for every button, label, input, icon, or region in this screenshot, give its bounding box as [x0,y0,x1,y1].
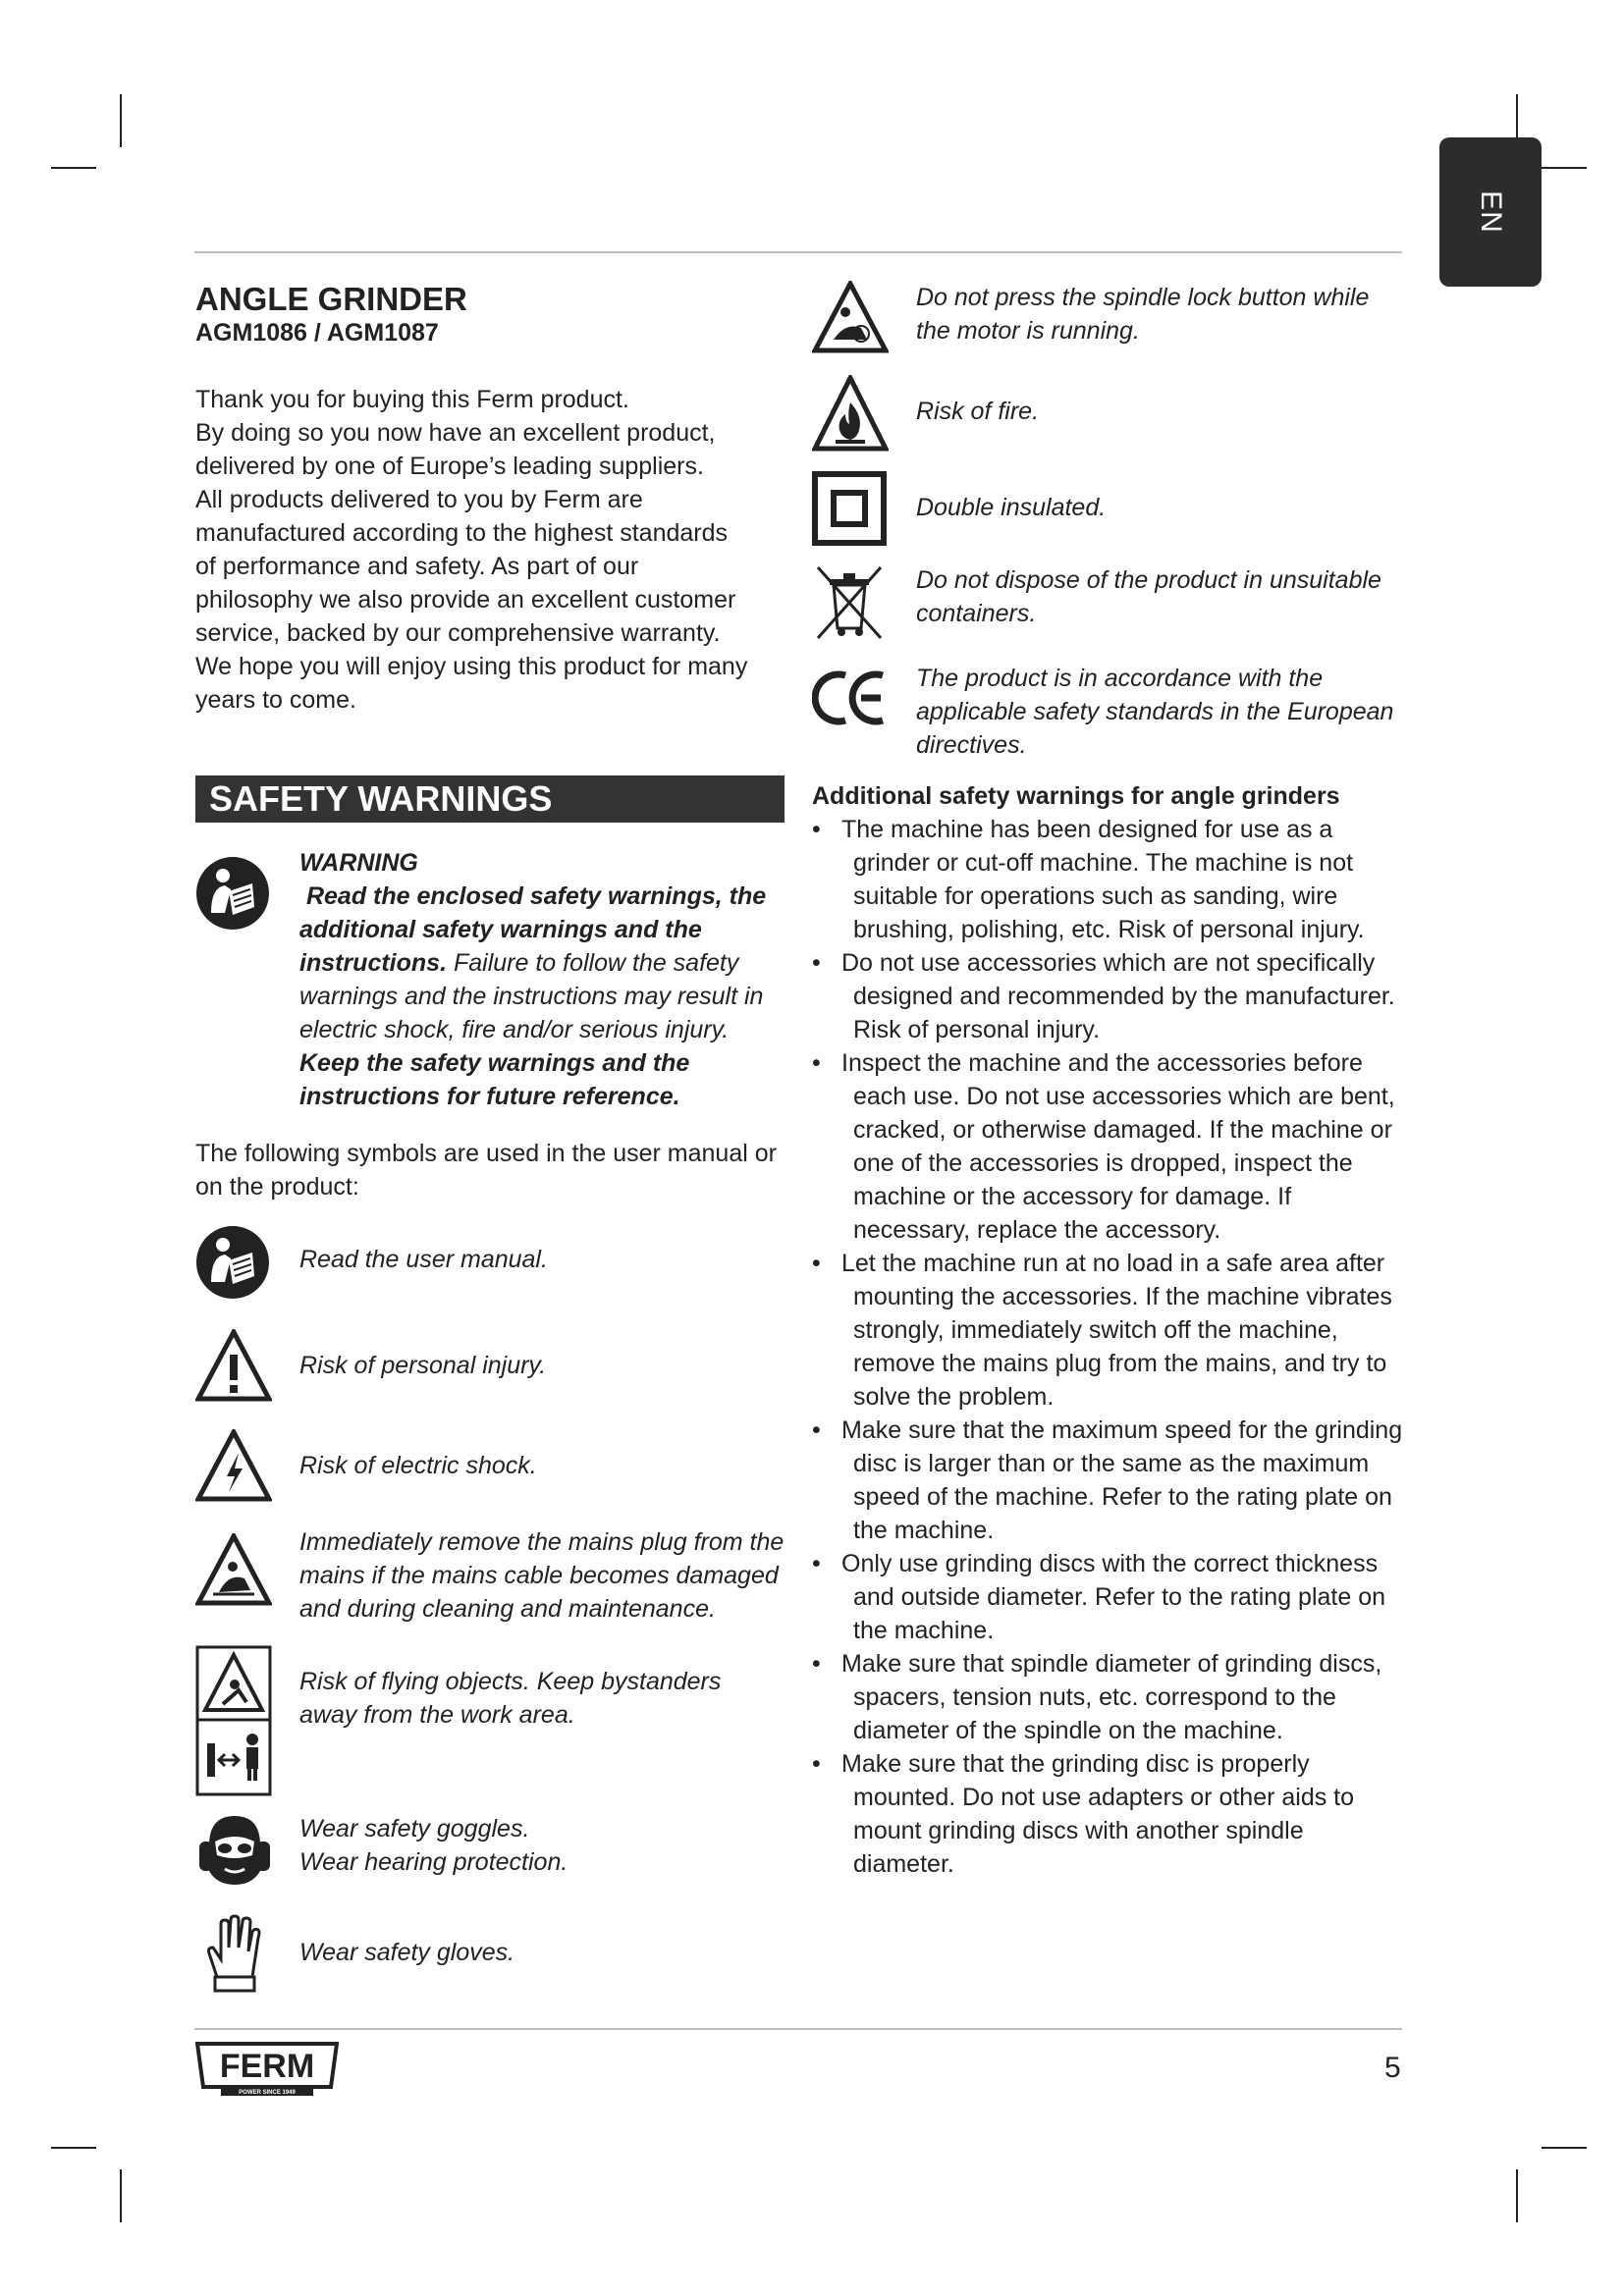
warning-triangle-icon [195,1329,274,1402]
ce-mark-icon [812,662,891,732]
crop-mark [1516,2169,1518,2222]
crop-mark [120,2169,122,2222]
manual-icon [195,846,274,1113]
symbols-intro: The following symbols are used in the user manual or on the product: [195,1140,777,1201]
gloves-icon [195,1914,274,1993]
symbol-row [195,1645,785,1796]
list-item: • Let the machine run at no load in a safe area after mounting the accessories. If the machine vibrates strongly, immediately switch off the machine, remove the mains plug from the mains, and try to solve the problem. [812,1247,1406,1414]
additional-warnings-heading: Additional safety warnings for angle grinders [812,782,1340,810]
symbol-row [812,662,1406,762]
intro-text [195,383,785,717]
symbol-text: Risk of fire. [916,398,1040,425]
symbol-row [812,281,1406,353]
intro-line: Thank you for buying this Ferm product. [195,386,629,413]
warning-block [195,846,785,1113]
symbol-row [195,1525,785,1626]
logo-wordmark: FERM [219,2048,315,2085]
list-item: • Inspect the machine and the accessories before each use. Do not use accessories which are bent, cracked, or otherwise damaged. If the machine or one of the accessories is dropped, inspect the machine or the accessory for damage. If necessary, replace the accessory. [812,1046,1406,1247]
page-title: ANGLE GRINDER [195,281,467,317]
list-item: • Only use grinding discs with the correct thickness and outside diameter. Refer to the rating plate on the machine. [812,1547,1406,1647]
spindle-lock-icon [812,281,891,353]
intro-line: delivered by one of Europe’s leading suppliers. [195,453,704,480]
remove-plug-icon [195,1525,274,1606]
flying-objects-icon [195,1645,274,1796]
goggles-text: Wear safety goggles. [299,1815,530,1842]
symbol-text: The product is in accordance with the applicable safety standards in the European directives. [916,665,1394,759]
symbol-text: Immediately remove the mains plug from the mains if the mains cable becomes damaged and during cleaning and maintenance. [299,1528,785,1623]
symbol-text: Wear safety gloves. [299,1939,515,1966]
symbol-text: Risk of flying objects. Keep bystanders away from the work area. [299,1668,722,1729]
intro-line: of performance and safety. As part of our [195,553,639,580]
intro-line: years to come. [195,686,356,714]
crop-mark [120,94,122,147]
symbol-row [812,471,1406,546]
symbol-row [195,1225,785,1300]
warning-bold-2: Keep the safety warnings and the instructions for future reference. [299,1049,690,1110]
crop-mark [51,2147,96,2149]
crop-mark [51,167,96,169]
crop-mark [1542,167,1587,169]
intro-line: All products delivered to you by Ferm are [195,486,643,513]
intro-line: service, backed by our comprehensive warranty. [195,619,721,647]
list-item: • Make sure that spindle diameter of grinding discs, spacers, tension nuts, etc. correspond to the diameter of the spindle on the machine. [812,1647,1406,1747]
symbol-text: Double insulated. [916,494,1107,521]
intro-line: philosophy we also provide an excellent customer [195,586,736,614]
symbol-row [812,375,1406,452]
weee-bin-icon [812,563,891,642]
symbol-row [195,1329,785,1402]
logo-tagline: POWER SINCE 1949 [239,2090,296,2096]
symbol-text [274,1812,568,1879]
language-tab-label: EN [1475,190,1507,234]
left-column [195,281,785,2018]
intro-line: manufactured according to the highest standards [195,519,729,547]
list-item: • Make sure that the grinding disc is properly mounted. Do not use adapters or other aids to mount grinding discs with another spindle diameter. [812,1747,1406,1881]
symbol-text: Do not dispose of the product in unsuitable containers. [916,566,1381,627]
top-rule [194,251,1402,253]
symbol-text: Do not press the spindle lock button while the motor is running. [916,284,1370,345]
ferm-logo [195,2040,339,2097]
crop-mark [1542,2147,1587,2149]
warning-text [274,846,785,1113]
symbol-text: Risk of electric shock. [299,1452,537,1479]
warning-heading: WARNING [299,849,418,877]
hearing-text: Wear hearing protection. [299,1848,568,1876]
model-number: AGM1086 / AGM1087 [195,319,439,347]
right-column [812,281,1406,1881]
symbol-text: Read the user manual. [299,1246,548,1273]
electric-shock-icon [195,1429,274,1502]
list-item: • The machine has been designed for use as a grinder or cut-off machine. The machine is not suitable for operations such as sanding, wire brushing, polishing, etc. Risk of personal injury. [812,813,1406,946]
list-item: • Make sure that the maximum speed for the grinding disc is larger than or the same as the maximum speed of the machine. Refer to the rating plate on the machine. [812,1414,1406,1547]
additional-warnings-list [812,813,1406,1881]
page-number: 5 [1384,2052,1401,2084]
manual-icon [195,1225,274,1300]
list-item: • Do not use accessories which are not specifically designed and recommended by the manufacturer. Risk of personal injury. [812,946,1406,1046]
language-tab [1439,137,1542,287]
goggles-ear-protection-icon [195,1812,274,1889]
fire-icon [812,375,891,452]
symbol-text: Risk of personal injury. [299,1352,547,1379]
intro-line: We hope you will enjoy using this product for many [195,653,748,680]
double-insulated-icon [812,471,891,546]
symbol-row [812,563,1406,642]
symbol-row [195,1914,785,1993]
bottom-rule [194,2028,1402,2030]
intro-line: By doing so you now have an excellent product, [195,419,716,447]
symbol-row [195,1429,785,1502]
section-heading: SAFETY WARNINGS [195,775,785,823]
warning-normal: Failure to follow the safety warnings and the instructions may result in electric shock, fire and/or serious injury. [299,949,764,1043]
warning-bold-1: Read the enclosed safety warnings, the additional safety warnings and the instructions. [299,882,767,977]
symbol-row [195,1812,785,1889]
